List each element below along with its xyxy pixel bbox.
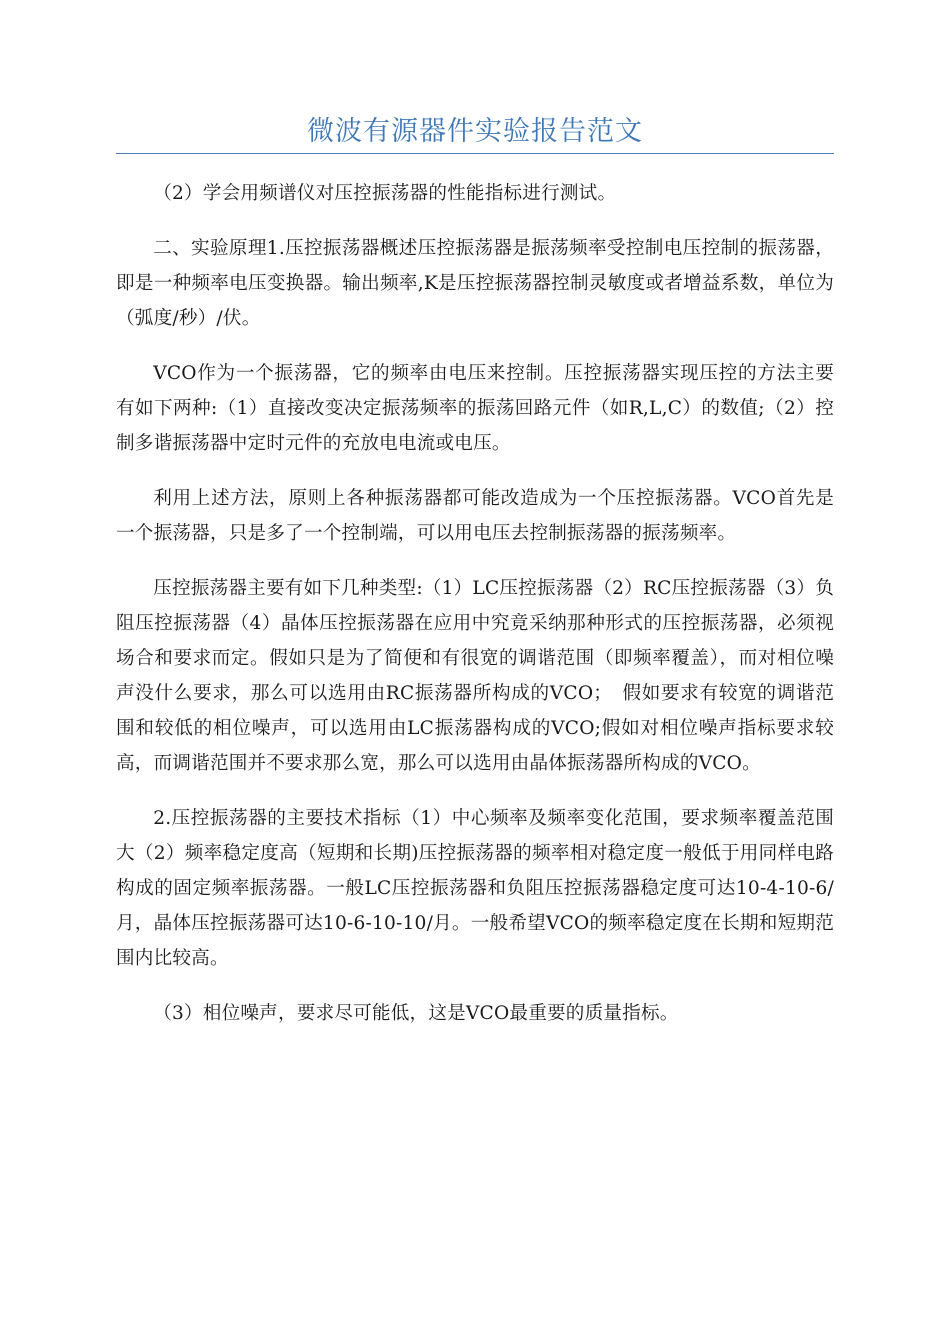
paragraph-principle-overview: 二、实验原理1.压控振荡器概述压控振荡器是振荡频率受控制电压控制的振荡器，即是一种频率电压变换器。输出频率,K是压控振荡器控制灵敏度或者增益系数，单位为（弧度/秒）/伏。 — [116, 238, 834, 329]
paragraph-objective: （2）学会用频谱仪对压控振荡器的性能指标进行测试。 — [153, 183, 617, 204]
paragraph-vco-types: 压控振荡器主要有如下几种类型:（1）LC压控振荡器（2）RC压控振荡器（3）负阻压控振荡器（4）晶体压控振荡器在应用中究竟采纳那种形式的压控振荡器，必须视场合和要求而定。假如只是为了简便和有很宽的调谐范围（即频率覆盖），而对相位噪声没什么要求，那么可以选用由RC振荡器所构成的VCO； 假如要求有较宽的调谐范围和较低的相位噪声，可以选用由LC振荡器构成的VCO;假如对相位噪声指标要求较高，而调谐范围并不要求那么宽，那么可以选用由晶体振荡器所构成的VCO。 — [116, 578, 834, 774]
title-divider — [116, 153, 834, 154]
document-title: 微波有源器件实验报告范文 — [307, 116, 643, 147]
paragraph-technical-specs: 2.压控振荡器的主要技术指标（1）中心频率及频率变化范围，要求频率覆盖范围大（2）频率稳定度高（短期和长期)压控振荡器的频率相对稳定度一般低于用同样电路构成的固定频率振荡器。一般LC压控振荡器和负阻压控振荡器稳定度可达10-4-10-6/月，晶体压控振荡器可达10-6-10-10/月。一般希望VCO的频率稳定度在长期和短期范围内比较高。 — [116, 808, 834, 969]
paragraph-vco-conversion: 利用上述方法，原则上各种振荡器都可能改造成为一个压控振荡器。VCO首先是一个振荡器，只是多了一个控制端，可以用电压去控制振荡器的振荡频率。 — [116, 488, 834, 544]
paragraph-phase-noise: （3）相位噪声，要求尽可能低，这是VCO最重要的质量指标。 — [153, 1003, 679, 1024]
document-body — [116, 176, 834, 1051]
paragraph-vco-methods: VCO作为一个振荡器，它的频率由电压来控制。压控振荡器实现压控的方法主要有如下两种:（1）直接改变决定振荡频率的振荡回路元件（如R,L,C）的数值;（2）控制多谐振荡器中定时元件的充放电电流或电压。 — [116, 363, 834, 454]
